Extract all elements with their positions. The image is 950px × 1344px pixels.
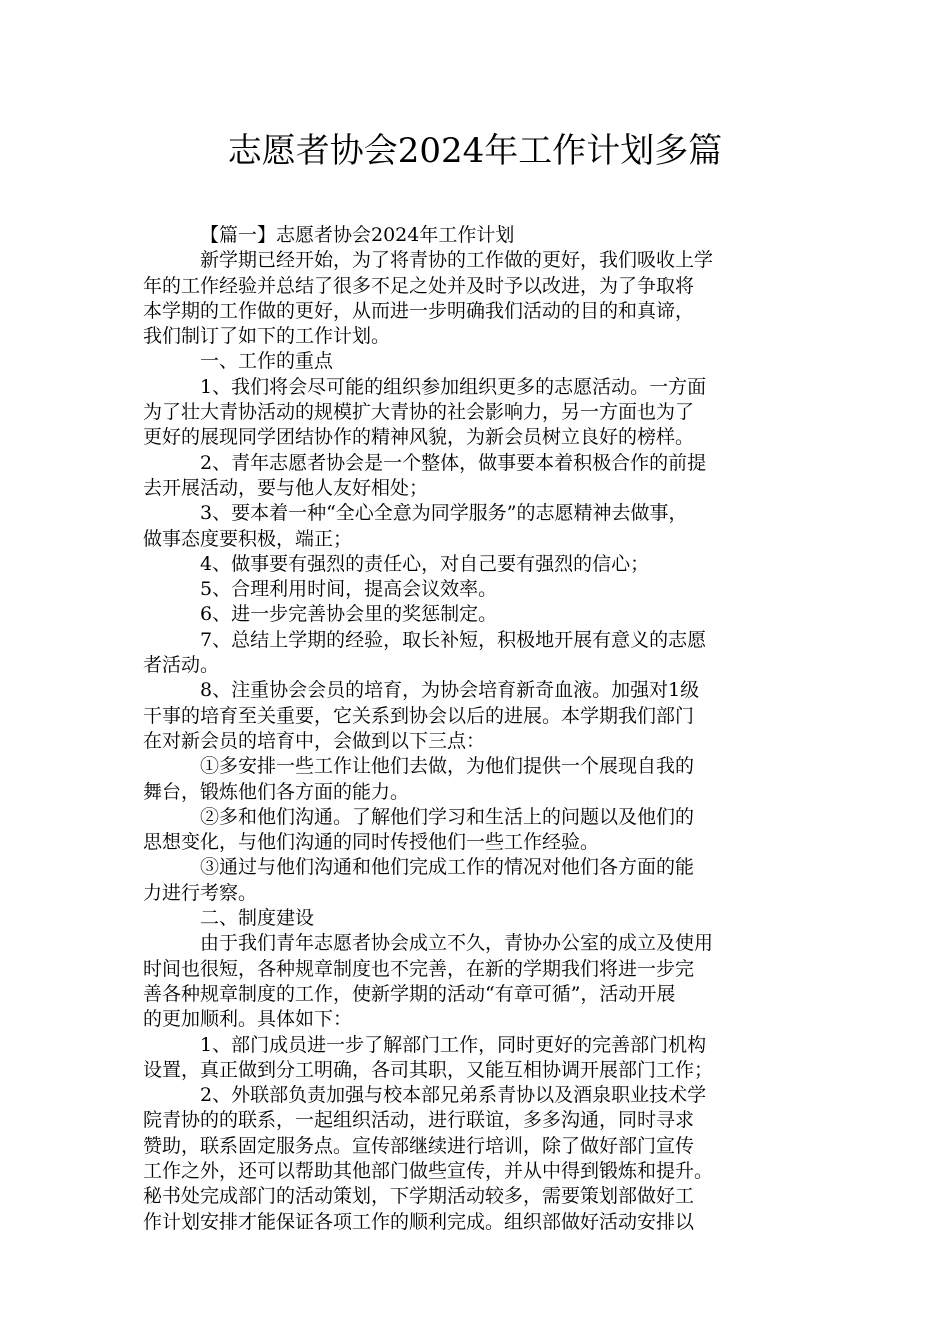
document-title: 志愿者协会2024年工作计划多篇 (227, 131, 723, 171)
paragraph-line: 3、要本着一种“全心全意为同学服务”的志愿精神去做事， (200, 502, 688, 525)
paragraph-line: 善各种规章制度的工作，使新学期的活动“有章可循”，活动开展 (143, 982, 676, 1005)
paragraph-line: 设置，真正做到分工明确，各司其职，又能互相协调开展部门工作； (143, 1058, 714, 1081)
paragraph-line: 的更加顺利。具体如下： (143, 1008, 353, 1031)
paragraph-line: ①多安排一些工作让他们去做，为他们提供一个展现自我的 (200, 755, 695, 778)
paragraph-line: 干事的培育至关重要，它关系到协会以后的进展。本学期我们部门 (143, 704, 695, 727)
paragraph-line: 7、总结上学期的经验，取长补短，积极地开展有意义的志愿 (200, 628, 707, 651)
paragraph-line: 舞台，锻炼他们各方面的能力。 (143, 780, 410, 803)
paragraph-line: 2、青年志愿者协会是一个整体，做事要本着积极合作的前提 (200, 451, 707, 474)
paragraph-line: 工作之外，还可以帮助其他部门做些宣传，并从中得到锻炼和提升。 (143, 1159, 714, 1182)
paragraph-line: 在对新会员的培育中，会做到以下三点： (143, 729, 486, 752)
paragraph-line: 去开展活动，要与他人友好相处； (143, 476, 429, 499)
paragraph-line: 本学期的工作做的更好，从而进一步明确我们活动的目的和真谛， (143, 299, 695, 322)
heading-system-building: 二、制度建设 (200, 907, 315, 930)
paragraph-line: ②多和他们沟通。了解他们学习和生活上的问题以及他们的 (200, 805, 695, 828)
paragraph-line: 力进行考察。 (143, 881, 258, 904)
paragraph-line: ③通过与他们沟通和他们完成工作的情况对他们各方面的能 (200, 856, 695, 879)
paragraph-line: 时间也很短，各种规章制度也不完善，在新的学期我们将进一步完 (143, 957, 695, 980)
paragraph-line: 院青协的的联系，一起组织活动，进行联谊，多多沟通，同时寻求 (143, 1109, 695, 1132)
paragraph-line: 为了壮大青协活动的规模扩大青协的社会影响力，另一方面也为了 (143, 401, 695, 424)
section-heading-part1: 【篇一】志愿者协会2024年工作计划 (200, 224, 515, 246)
paragraph-line: 2、外联部负责加强与校本部兄弟系青协以及酒泉职业技术学 (200, 1084, 707, 1107)
document-body (143, 223, 813, 1235)
paragraph-line: 我们制订了如下的工作计划。 (143, 325, 391, 348)
paragraph-line: 1、部门成员进一步了解部门工作，同时更好的完善部门机构 (200, 1033, 707, 1056)
paragraph-line: 作计划安排才能保证各项工作的顺利完成。组织部做好活动安排以 (143, 1210, 695, 1233)
paragraph-line: 思想变化，与他们沟通的同时传授他们一些工作经验。 (143, 831, 600, 854)
paragraph-line: 新学期已经开始，为了将青协的工作做的更好，我们吸收上学 (200, 249, 714, 272)
heading-work-focus: 一、工作的重点 (200, 350, 334, 373)
paragraph-line: 5、合理利用时间，提高会议效率。 (200, 578, 498, 601)
paragraph-line: 4、做事要有强烈的责任心，对自己要有强烈的信心； (200, 552, 650, 575)
paragraph-line: 6、进一步完善协会里的奖惩制定。 (200, 603, 498, 626)
paragraph-line: 秘书处完成部门的活动策划，下学期活动较多，需要策划部做好工 (143, 1185, 695, 1208)
paragraph-line: 做事态度要积极，端正； (143, 527, 353, 550)
paragraph-line: 赞助，联系固定服务点。宣传部继续进行培训，除了做好部门宣传 (143, 1134, 695, 1157)
paragraph-line: 1、我们将会尽可能的组织参加组织更多的志愿活动。一方面 (200, 375, 707, 398)
paragraph-line: 8、注重协会会员的培育，为协会培育新奇血液。加强对1级 (200, 679, 700, 702)
paragraph-line: 更好的展现同学团结协作的精神风貌，为新会员树立良好的榜样。 (143, 426, 695, 449)
paragraph-line: 者活动。 (143, 654, 220, 677)
paragraph-line: 年的工作经验并总结了很多不足之处并及时予以改进，为了争取将 (143, 274, 695, 297)
paragraph-line: 由于我们青年志愿者协会成立不久，青协办公室的成立及使用 (200, 932, 714, 955)
